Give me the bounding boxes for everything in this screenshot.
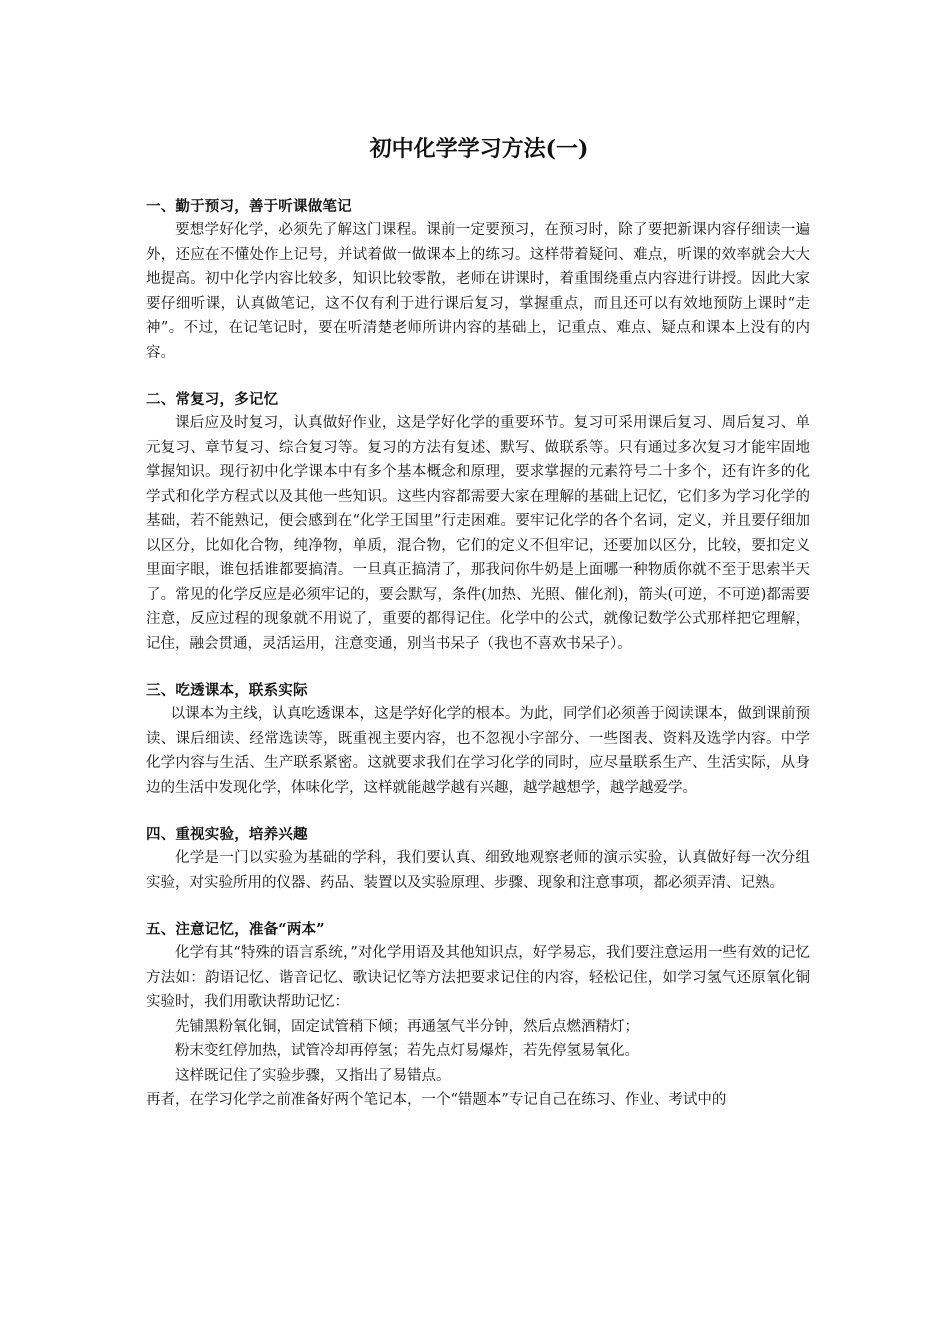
section-textbook-and-practice: [146, 680, 810, 800]
section-paragraph: 化学是一门以实验为基础的学科，我们要认真、细致地观察老师的演示实验，认真做好每一次分组实验，对实验所用的仪器、药品、装置以及实验原理、步骤、现象和注意事项，都必须弄清、记熟。: [146, 850, 810, 891]
section-paragraph: 再者，在学习化学之前准备好两个笔记本，一个“错题本”专记自己在练习、作业、考试中的: [146, 1092, 727, 1108]
section-paragraph: 化学有其“特殊的语言系统，”对化学用语及其他知识点，好学易忘，我们要注意运用一些有效的记忆方法如：韵语记忆、谐音记忆、歌诀记忆等方法把要求记住的内容，轻松记住，如学习氢气还原氧化铜实验时，我们用歌诀帮助记忆：: [146, 945, 810, 1010]
section-paragraph: 以课本为主线，认真吃透课本，这是学好化学的根本。为此，同学们必须善于阅读课本，做到课前预读、课后细读、经常选读等，既重视主要内容，也不忽视小字部分、一些图表、资料及选学内容。中学化学内容与生活、生产联系紧密。这就要求我们在学习化学的同时，应尽量联系生产、生活实际，从身边的生活中发现化学，体味化学，这样就能越学越有兴趣，越学越想学，越学越爱学。: [146, 706, 810, 796]
mnemonic-verse-line: 粉末变红停加热，试管冷却再停氢；若先点灯易爆炸，若先停氢易氧化。: [175, 1043, 639, 1059]
document-page: [146, 132, 810, 1137]
section-heading: 一、勤于预习，善于听课做笔记: [146, 198, 352, 215]
section-heading: 四、重视实验，培养兴趣: [146, 826, 308, 843]
document-title: 初中化学学习方法(一): [369, 136, 589, 162]
section-experiments: [146, 824, 810, 895]
section-review-and-memorize: [146, 389, 810, 656]
section-heading: 五、注意记忆，准备“两本”: [146, 921, 325, 938]
section-memory-and-notebooks: [146, 919, 810, 1113]
section-heading: 三、吃透课本，联系实际: [146, 682, 308, 699]
section-heading: 二、常复习，多记忆: [146, 391, 279, 408]
section-paragraph: 这样既记住了实验步骤，又指出了易错点。: [175, 1067, 451, 1084]
section-paragraph: 要想学好化学，必须先了解这门课程。课前一定要预习，在预习时，除了要把新课内容仔细读一遍外，还应在不懂处作上记号，并试着做一做课本上的练习。这样带着疑问、难点，听课的效率就会大大地提高。初中化学内容比较多，知识比较零散，老师在讲课时，着重围绕重点内容进行讲授。因此大家要仔细听课，认真做笔记，这不仅有利于进行课后复习，掌握重点，而且还可以有效地预防上课时“走神”。不过，在记笔记时，要在听清楚老师所讲内容的基础上，记重点、难点、疑点和课本上没有的内容。: [146, 222, 810, 361]
section-paragraph: 课后应及时复习，认真做好作业，这是学好化学的重要环节。复习可采用课后复习、周后复习、单元复习、章节复习、综合复习等。复习的方法有复述、默写、做联系等。只有通过多次复习才能牢固地掌握知识。现行初中化学课本中有多个基本概念和原理，要求掌握的元素符号二十多个，还有许多的化学式和化学方程式以及其他一些知识。这些内容都需要大家在理解的基础上记忆，它们多为学习化学的基础，若不能熟记，便会感到在“化学王国里”行走困难。要牢记化学的各个名词，定义，并且要仔细加以区分，比如化合物，纯净物，单质，混合物，它们的定义不但牢记，还要加以区分，比较，要扣定义里面字眼，谁包括谁都要搞清。一旦真正搞清了，那我问你牛奶是上面哪一种物质你就不至于思索半天了。常见的化学反应是必须牢记的，要会默写，条件(加热、光照、催化剂)，箭头(可逆，不可逆)都需要注意，反应过程的现象就不用说了，重要的都得记住。化学中的公式，就像记数学公式那样把它理解，记住，融会贯通，灵活运用，注意变通，别当书呆子（我也不喜欢书呆子）。: [146, 415, 810, 652]
section-preview-and-notes: [146, 196, 810, 365]
mnemonic-verse-line: 先铺黑粉氧化铜，固定试管稍下倾；再通氢气半分钟，然后点燃酒精灯；: [175, 1018, 639, 1035]
